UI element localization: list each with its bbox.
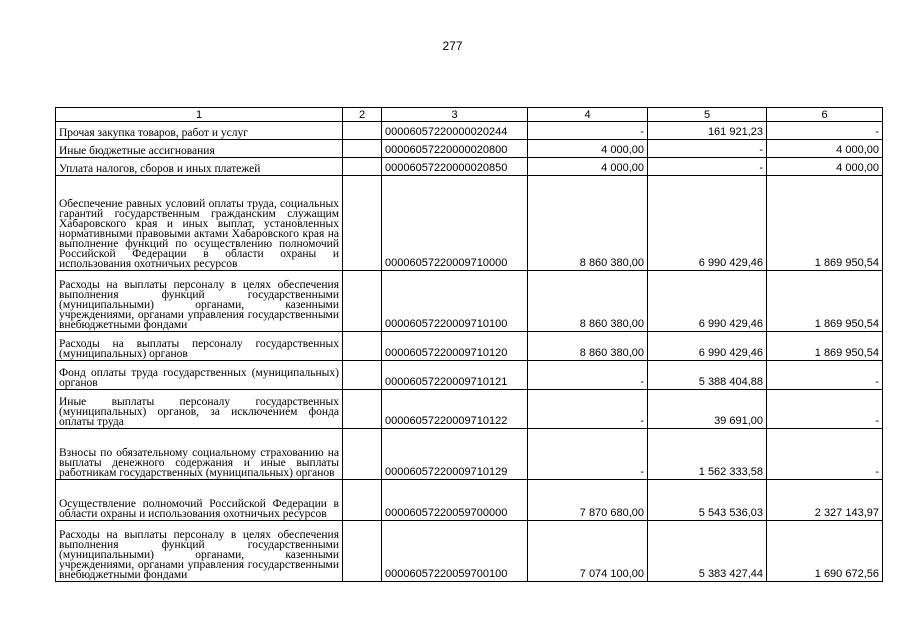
table-row <box>56 332 883 361</box>
row-value-6: 1 869 950,54 <box>767 271 883 332</box>
row-code: 00006057220009710000 <box>382 176 528 271</box>
table-row <box>56 140 883 158</box>
row-col2 <box>343 521 382 582</box>
row-value-4: 8 860 380,00 <box>528 176 648 271</box>
row-value-5: 5 388 404,88 <box>648 361 767 390</box>
row-value-5: 1 562 333,58 <box>648 429 767 480</box>
row-value-6: 4 000,00 <box>767 158 883 176</box>
row-name: Иные выплаты персоналу государственных (муниципальных) органов, за исключением фонда оплаты труда <box>56 390 343 429</box>
row-value-6: - <box>767 390 883 429</box>
row-value-4: - <box>528 361 648 390</box>
row-value-5: 6 990 429,46 <box>648 176 767 271</box>
page-number: 277 <box>442 39 463 53</box>
row-code: 00006057220009710120 <box>382 332 528 361</box>
budget-table <box>55 107 883 582</box>
row-value-5: 6 990 429,46 <box>648 332 767 361</box>
column-header: 3 <box>382 108 528 122</box>
row-col2 <box>343 271 382 332</box>
table-row <box>56 390 883 429</box>
row-code: 00006057220009710100 <box>382 271 528 332</box>
row-value-5: - <box>648 158 767 176</box>
row-value-6: 4 000,00 <box>767 140 883 158</box>
row-value-6: - <box>767 361 883 390</box>
column-header: 4 <box>528 108 648 122</box>
row-value-5: 5 383 427,44 <box>648 521 767 582</box>
row-name: Взносы по обязательному социальному страхованию на выплаты денежного содержания и иные выплаты работникам государственных (муниципальных) органов <box>56 429 343 480</box>
row-name: Расходы на выплаты персоналу государственных (муниципальных) органов <box>56 332 343 361</box>
row-col2 <box>343 332 382 361</box>
row-code: 00006057220009710129 <box>382 429 528 480</box>
column-header: 1 <box>56 108 343 122</box>
row-value-4: 8 860 380,00 <box>528 332 648 361</box>
row-value-4: 4 000,00 <box>528 140 648 158</box>
row-name: Расходы на выплаты персоналу в целях обеспечения выполнения функций государственными (муниципальными) органами, казенными учреждениями, органами управления государственными внебюджетными фондами <box>56 271 343 332</box>
row-value-6: - <box>767 122 883 140</box>
row-code: 00006057220009710121 <box>382 361 528 390</box>
row-name: Осуществление полномочий Российской Федерации в области охраны и использования охотничьих ресурсов <box>56 480 343 521</box>
row-col2 <box>343 429 382 480</box>
column-header: 2 <box>343 108 382 122</box>
row-col2 <box>343 480 382 521</box>
row-col2 <box>343 158 382 176</box>
row-value-4: - <box>528 429 648 480</box>
row-code: 00006057220059700100 <box>382 521 528 582</box>
table-row <box>56 480 883 521</box>
row-value-4: 7 074 100,00 <box>528 521 648 582</box>
row-value-5: 5 543 536,03 <box>648 480 767 521</box>
table-row <box>56 361 883 390</box>
row-code: 00006057220059700000 <box>382 480 528 521</box>
row-value-4: 4 000,00 <box>528 158 648 176</box>
row-value-5: 39 691,00 <box>648 390 767 429</box>
row-value-6: - <box>767 429 883 480</box>
row-name: Фонд оплаты труда государственных (муниципальных) органов <box>56 361 343 390</box>
row-value-4: - <box>528 122 648 140</box>
row-name: Иные бюджетные ассигнования <box>56 140 343 158</box>
row-value-5: - <box>648 140 767 158</box>
table-row <box>56 429 883 480</box>
row-value-5: 161 921,23 <box>648 122 767 140</box>
row-code: 00006057220000020800 <box>382 140 528 158</box>
row-value-6: 1 690 672,56 <box>767 521 883 582</box>
table-row <box>56 158 883 176</box>
row-value-4: 7 870 680,00 <box>528 480 648 521</box>
row-value-4: 8 860 380,00 <box>528 271 648 332</box>
row-col2 <box>343 122 382 140</box>
row-code: 00006057220000020244 <box>382 122 528 140</box>
row-value-6: 1 869 950,54 <box>767 176 883 271</box>
row-value-4: - <box>528 390 648 429</box>
row-value-6: 2 327 143,97 <box>767 480 883 521</box>
table-row <box>56 521 883 582</box>
row-code: 00006057220000020850 <box>382 158 528 176</box>
row-col2 <box>343 361 382 390</box>
row-col2 <box>343 390 382 429</box>
table-header-row <box>56 108 883 122</box>
table-row <box>56 122 883 140</box>
row-col2 <box>343 140 382 158</box>
column-header: 5 <box>648 108 767 122</box>
row-name: Расходы на выплаты персоналу в целях обеспечения выполнения функций государственными (муниципальными) органами, казенными учреждениями, органами управления государственными внебюджетными фондами <box>56 521 343 582</box>
row-value-5: 6 990 429,46 <box>648 271 767 332</box>
row-code: 00006057220009710122 <box>382 390 528 429</box>
column-header: 6 <box>767 108 883 122</box>
table-row <box>56 176 883 271</box>
row-name: Уплата налогов, сборов и иных платежей <box>56 158 343 176</box>
table-row <box>56 271 883 332</box>
row-col2 <box>343 176 382 271</box>
row-name: Прочая закупка товаров, работ и услуг <box>56 122 343 140</box>
row-value-6: 1 869 950,54 <box>767 332 883 361</box>
row-name: Обеспечение равных условий оплаты труда, социальных гарантий государственным гражданским служащим Хабаровского края и иных выплат, установленных нормативными правовыми актами Хабаровского края на выполнение функций по осуществлению полномочий Российской Федерации в области охраны и использования охотничьих ресурсов <box>56 176 343 271</box>
